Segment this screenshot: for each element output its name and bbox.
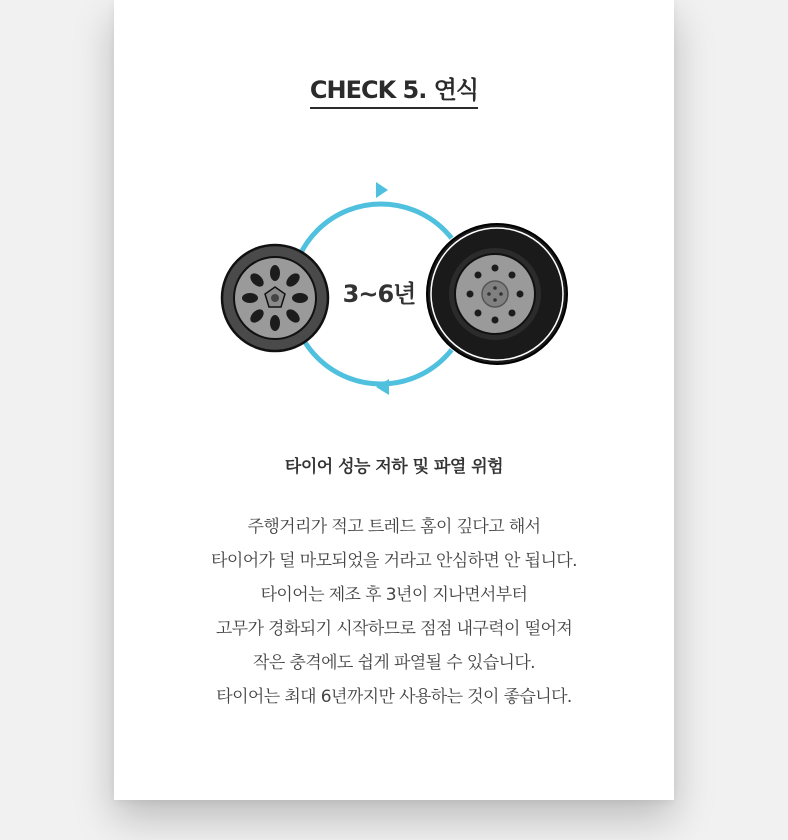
description-line: 타이어는 최대 6년까지만 사용하는 것이 좋습니다.	[216, 687, 572, 707]
content-card	[114, 0, 674, 800]
cycle-arrow-left-icon	[376, 379, 389, 395]
description-line: 주행거리가 적고 트레드 홈이 깊다고 해서	[247, 517, 541, 537]
cycle-arrow-right-icon	[376, 182, 388, 198]
section-title-text: CHECK 5. 연식	[310, 74, 478, 109]
description-line: 타이어가 덜 마모되었을 거라고 안심하면 안 됩니다.	[211, 551, 577, 571]
years-range-label: 3~6년	[342, 280, 416, 308]
description-line: 작은 충격에도 쉽게 파열될 수 있습니다.	[253, 653, 535, 673]
tire-age-diagram	[114, 180, 674, 400]
description-line: 타이어는 제조 후 3년이 지나면서부터	[260, 585, 528, 605]
section-title	[114, 74, 674, 109]
description-text	[114, 510, 674, 714]
description-line: 고무가 경화되기 시작하므로 점점 내구력이 떨어져	[215, 619, 573, 639]
old-tire-icon	[221, 244, 329, 352]
new-tire-icon	[425, 222, 569, 366]
section-subtitle: 타이어 성능 저하 및 파열 위험	[284, 457, 504, 477]
